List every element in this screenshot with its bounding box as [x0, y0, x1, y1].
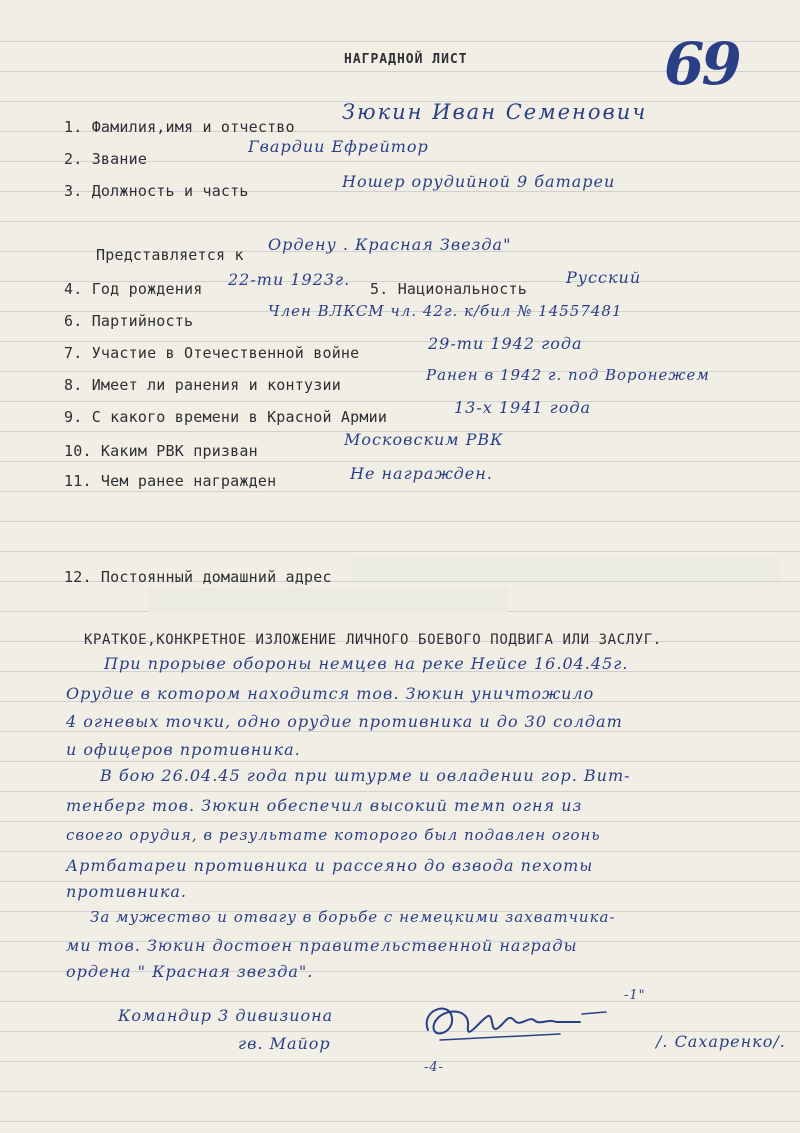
field-value-war-participation: 29-ти 1942 года [428, 334, 583, 353]
field-value-rank: Гвардии Ефрейтор [248, 137, 429, 156]
narrative-line: В бою 26.04.45 года при штурме и овладении гор. Вит- [100, 766, 631, 785]
field-label-rank: 2. Звание [64, 150, 148, 168]
narrative-line: 4 огневых точки, одно орудие противника и до 30 солдат [66, 712, 623, 731]
narrative-line: и офицеров противника. [66, 740, 301, 759]
field-label-nationality: 5. Национальность [370, 280, 527, 298]
field-label-previous-awards: 11. Чем ранее награжден [64, 472, 277, 490]
field-value-position: Ношер орудийной 9 батареи [342, 172, 616, 191]
field-value-nationality: Русский [566, 268, 642, 287]
field-label-full-name: 1. Фамилия,имя и отчество [64, 118, 295, 136]
document-title: НАГРАДНОЙ ЛИСТ [344, 52, 468, 67]
page-number: 69 [664, 30, 739, 98]
signatory-title: Командир 3 дивизиона [118, 1006, 334, 1025]
field-value-full-name: Зюкин Иван Семенович [342, 100, 648, 124]
bottom-mark: -4- [424, 1060, 445, 1075]
narrative-line: тенберг тов. Зюкин обеспечил высокий темп огня из [66, 796, 583, 815]
field-label-drafted-by: 10. Каким РВК призван [64, 442, 258, 460]
field-label-party: 6. Партийность [64, 312, 194, 330]
field-value-party: Член ВЛКСМ чл. 42г. к/бил № 14557481 [268, 302, 623, 320]
redaction-block [352, 558, 780, 580]
field-value-drafted-by: Московским РВК [344, 430, 504, 449]
field-label-birth-year: 4. Год рождения [64, 280, 203, 298]
field-value-birth-year: 22-ти 1923г. [228, 270, 351, 289]
field-label-home-address: 12. Постоянный домашний адрес [64, 568, 332, 586]
field-label-war-participation: 7. Участие в Отечественной войне [64, 344, 360, 362]
handwritten-signature [410, 990, 610, 1060]
signature-mark: -1" [624, 988, 646, 1003]
narrative-line: Орудие в котором находится тов. Зюкин уничтожило [66, 684, 595, 703]
field-value-previous-awards: Не награжден. [350, 464, 493, 483]
field-label-position: 3. Должность и часть [64, 182, 249, 200]
signatory-name: /. Сахаренко/. [656, 1032, 786, 1051]
narrative-line: За мужество и отвагу в борьбе с немецкими захватчика- [90, 908, 616, 926]
signatory-rank: гв. Майор [238, 1034, 331, 1053]
narrative-line: Артбатареи противника и рассеяно до взвода пехоты [66, 856, 594, 875]
field-value-wounds: Ранен в 1942 г. под Воронежем [426, 366, 710, 384]
narrative-line: ордена " Красная звезда". [66, 962, 314, 981]
field-value-army-since: 13-х 1941 года [454, 398, 592, 417]
field-value-presented-to: Ордену . Красная Звезда" [268, 235, 512, 254]
field-label-army-since: 9. С какого времени в Красной Армии [64, 408, 388, 426]
narrative-line: своего орудия, в результате которого был подавлен огонь [66, 826, 601, 844]
section-heading: КРАТКОЕ,КОНКРЕТНОЕ ИЗЛОЖЕНИЕ ЛИЧНОГО БОЕВОГО ПОДВИГА ИЛИ ЗАСЛУГ. [84, 632, 662, 648]
field-label-wounds: 8. Имеет ли ранения и контузии [64, 376, 341, 394]
field-label-presented-to: Представляется к [96, 246, 244, 264]
narrative-line: ми тов. Зюкин достоен правительственной награды [66, 936, 578, 955]
narrative-line: противника. [66, 882, 187, 901]
redaction-block [148, 588, 508, 614]
narrative-line: При прорыве обороны немцев на реке Нейсе 16.04.45г. [104, 654, 629, 673]
